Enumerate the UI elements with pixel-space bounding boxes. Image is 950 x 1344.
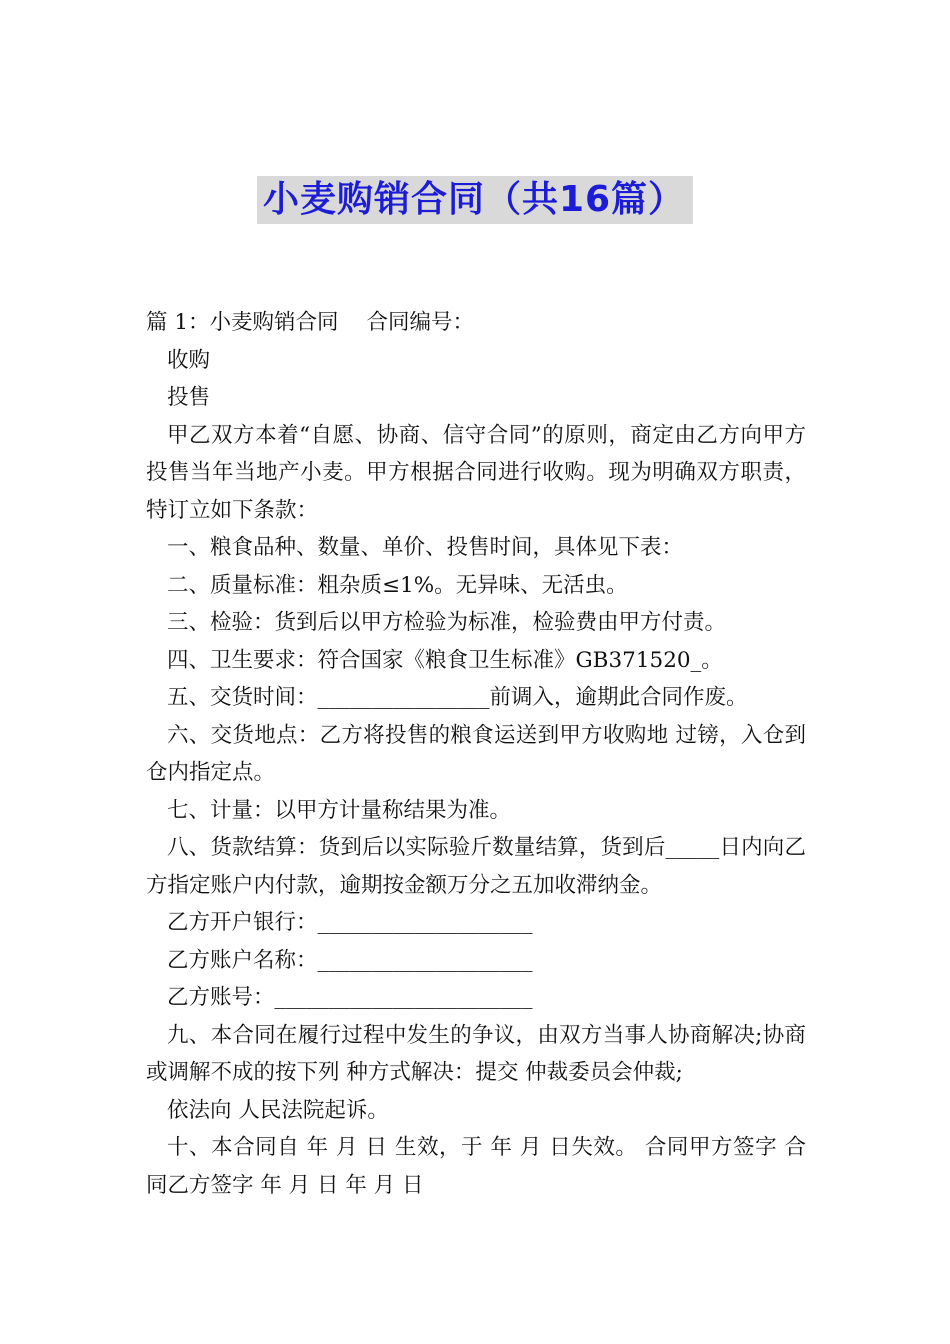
clause-4: 四、卫生要求：符合国家《粮食卫生标准》GB371520_。 [167,647,723,673]
account-number-line: 乙方账号：________________________ [167,985,533,1010]
clause-5: 五、交货时间：________________前调入，逾期此合同作废。 [167,685,748,710]
document-title [0,176,950,224]
part-label: 篇 1：小麦购销合同 [146,310,339,335]
buyer-role: 收购 [167,347,211,373]
clause-9: 九、本合同在履行过程中发生的争议，由双方当事人协商解决;协商或调解不成的按下列 种方式解决：提交 仲裁委员会仲裁; [146,1022,806,1085]
clause-8: 八、货款结算：货到后以实际验斤数量结算，货到后_____日内向乙方指定账户内付款，逾期按金额万分之五加收滞纳金。 [146,835,806,898]
contract-body [146,304,806,1204]
clause-9-alternative: 依法向 人民法院起诉。 [167,1097,389,1123]
clause-10: 十、本合同自 年 月 日 生效，于 年 月 日失效。 合同甲方签字 合同乙方签字 年 月 日 年 月 日 [146,1135,806,1198]
title-text: 小麦购销合同（共16篇） [257,176,693,224]
clause-7: 七、计量：以甲方计量称结果为准。 [167,797,512,823]
contract-number-label: 合同编号： [366,310,475,335]
contract-header-line [146,304,806,342]
clause-2: 二、质量标准：粗杂质≤1%。无异味、无活虫。 [167,572,628,598]
clause-6: 六、交货地点：乙方将投售的粮食运送到甲方收购地 过镑，入仓到仓内指定点。 [146,722,806,785]
clause-3: 三、检验：货到后以甲方检验为标准，检验费由甲方付责。 [167,610,727,635]
intro-paragraph: 甲乙双方本着“自愿、协商、信守合同”的原则，商定由乙方向甲方投售当年当地产小麦。甲方根据合同进行收购。现为明确双方职责，特订立如下条款： [146,422,806,523]
clause-1: 一、粮食品种、数量、单价、投售时间，具体见下表： [167,535,684,560]
account-name-line: 乙方账户名称：____________________ [167,947,533,973]
seller-role: 投售 [167,385,211,410]
bank-name-line: 乙方开户银行：____________________ [167,910,533,935]
